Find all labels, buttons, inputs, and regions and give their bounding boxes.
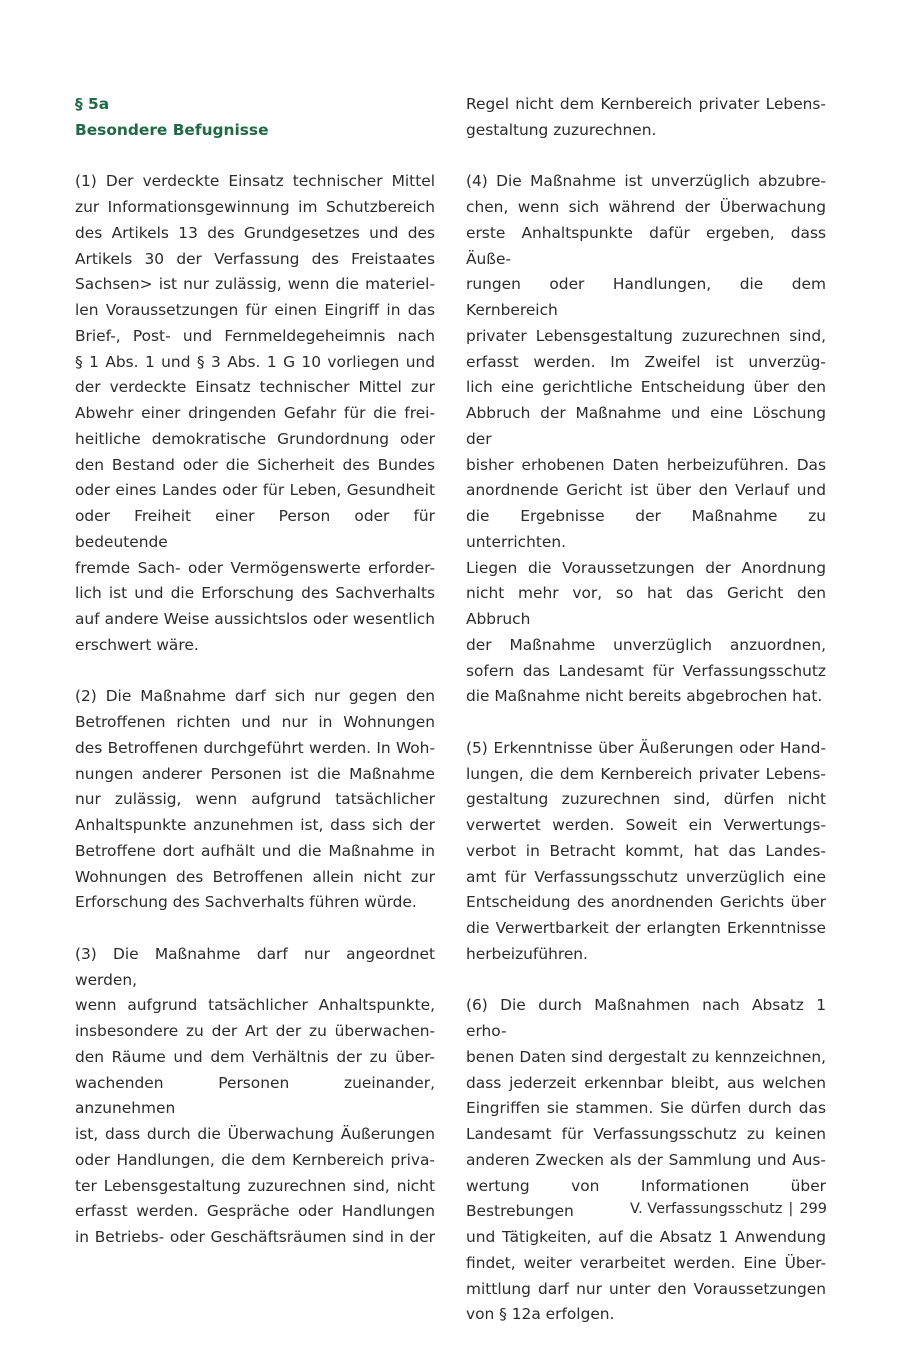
text-line: erschwert wäre. bbox=[75, 635, 199, 654]
text-line: Abwehr einer dringenden Gefahr für die frei- bbox=[75, 404, 435, 422]
text-line: erfasst werden. Gespräche oder Handlungen bbox=[75, 1202, 435, 1221]
text-line: Anhaltspunkte anzunehmen ist, dass sich der bbox=[75, 816, 435, 834]
text-line: die Verwertbarkeit der erlangten Erkenntnisse bbox=[466, 919, 826, 937]
text-line: (6) Die durch Maßnahmen nach Absatz 1 erho- bbox=[466, 996, 826, 1040]
paragraph-5 bbox=[466, 736, 826, 968]
text-line: den Räume und dem Verhältnis der zu über- bbox=[75, 1047, 435, 1066]
left-column bbox=[75, 92, 435, 1277]
text-line: Abbruch der Maßnahme und eine Löschung der bbox=[466, 404, 826, 448]
footer-chapter: V. Verfassungsschutz bbox=[630, 1201, 783, 1217]
text-line: bisher erhobenen Daten herbeizuführen. Das bbox=[466, 455, 826, 474]
text-line: gestaltung zuzurechnen. bbox=[466, 120, 657, 139]
text-line: verbot in Betracht kommt, hat das Landes- bbox=[466, 841, 826, 860]
text-line: oder eines Landes oder für Leben, Gesundheit bbox=[75, 481, 435, 500]
text-line: (5) Erkenntnisse über Äußerungen oder Hand- bbox=[466, 738, 826, 757]
text-line: (3) Die Maßnahme darf nur angeordnet werden, bbox=[75, 944, 435, 989]
text-line: wertung von Informationen über Bestrebungen bbox=[466, 1176, 826, 1221]
text-line: nicht mehr vor, so hat das Gericht den Abbruch bbox=[466, 584, 826, 628]
text-line: Eingriffen sie stammen. Sie dürfen durch das bbox=[466, 1099, 826, 1118]
text-line: fremde Sach- oder Vermögenswerte erforder- bbox=[75, 558, 435, 577]
page-number: 299 bbox=[799, 1201, 827, 1217]
paragraph-2 bbox=[75, 684, 435, 916]
text-line: wachenden Personen zueinander, anzunehmen bbox=[75, 1073, 435, 1118]
text-line: gestaltung zuzurechnen sind, dürfen nicht bbox=[466, 790, 826, 809]
text-line: (2) Die Maßnahme darf sich nur gegen den bbox=[75, 687, 435, 706]
text-line: chen, wenn sich während der Überwachung bbox=[466, 198, 826, 216]
text-line: lich eine gerichtliche Entscheidung über den bbox=[466, 378, 826, 397]
paragraph-3 bbox=[75, 942, 435, 1251]
text-line: Wohnungen des Betroffenen allein nicht zur bbox=[75, 867, 435, 886]
text-line: findet, weiter verarbeitet werden. Eine Über- bbox=[466, 1253, 826, 1272]
text-line: oder Handlungen, die dem Kernbereich priva- bbox=[75, 1150, 435, 1169]
page-footer bbox=[630, 1198, 827, 1220]
text-line: Brief-, Post- und Fernmeldegeheimnis nach bbox=[75, 326, 435, 345]
paragraph-1 bbox=[75, 169, 435, 658]
paragraph-3-continued bbox=[466, 92, 826, 144]
text-line: Landesamt für Verfassungsschutz zu keinen bbox=[466, 1125, 826, 1143]
text-line: und Tätigkeiten, auf die Absatz 1 Anwendung bbox=[466, 1228, 826, 1246]
right-column bbox=[466, 92, 826, 1354]
text-line: des Betroffenen durchgeführt werden. In Woh- bbox=[75, 738, 435, 757]
text-line: lich ist und die Erforschung des Sachverhalts bbox=[75, 584, 435, 603]
text-line: heitliche demokratische Grundordnung oder bbox=[75, 429, 435, 448]
text-line: benen Daten sind dergestalt zu kennzeichnen, bbox=[466, 1047, 826, 1066]
text-line: zur Informationsgewinnung im Schutzbereich bbox=[75, 198, 435, 216]
text-line: verwertet werden. Soweit ein Verwertungs- bbox=[466, 816, 826, 834]
text-line: erste Anhaltspunkte dafür ergeben, dass Äuße- bbox=[466, 223, 826, 268]
text-line: von § 12a erfolgen. bbox=[466, 1305, 615, 1324]
text-line: in Betriebs- oder Geschäftsräumen sind in der bbox=[75, 1228, 435, 1246]
text-line: privater Lebensgestaltung zuzurechnen sind, bbox=[466, 326, 826, 345]
text-line: ist, dass durch die Überwachung Äußerungen bbox=[75, 1125, 435, 1143]
text-line: nur zulässig, wenn aufgrund tatsächlicher bbox=[75, 790, 435, 809]
paragraph-4 bbox=[466, 169, 826, 710]
text-line: (4) Die Maßnahme ist unverzüglich abzubre- bbox=[466, 172, 826, 191]
text-line: des Artikels 13 des Grundgesetzes und des bbox=[75, 223, 435, 242]
text-line: Erforschung des Sachverhalts führen würde. bbox=[75, 893, 417, 912]
text-line: ter Lebensgestaltung zuzurechnen sind, nicht bbox=[75, 1176, 435, 1195]
text-line: rungen oder Handlungen, die dem Kernbereich bbox=[466, 275, 826, 319]
text-line: insbesondere zu der Art der zu überwachen- bbox=[75, 1022, 435, 1040]
text-line: amt für Verfassungsschutz unverzüglich eine bbox=[466, 867, 826, 886]
text-line: der Maßnahme unverzüglich anzuordnen, bbox=[466, 635, 826, 654]
text-line: len Voraussetzungen für einen Eingriff in das bbox=[75, 301, 435, 319]
text-line: den Bestand oder die Sicherheit des Bundes bbox=[75, 455, 435, 474]
text-line: Betroffenen richten und nur in Wohnungen bbox=[75, 713, 435, 731]
section-title: Besondere Befugnisse bbox=[75, 120, 269, 139]
footer-separator: | bbox=[788, 1201, 794, 1217]
text-line: Liegen die Voraussetzungen der Anordnung bbox=[466, 558, 826, 577]
text-line: dass jederzeit erkennbar bleibt, aus welchen bbox=[466, 1073, 826, 1092]
text-line: Entscheidung des anordnenden Gerichts über bbox=[466, 893, 826, 912]
text-line: Artikels 30 der Verfassung des Freistaates bbox=[75, 249, 435, 268]
text-line: Sachsen> ist nur zulässig, wenn die materiel- bbox=[75, 275, 435, 294]
paragraph-6 bbox=[466, 993, 826, 1328]
text-line: wenn aufgrund tatsächlicher Anhaltspunkte, bbox=[75, 996, 435, 1015]
text-line: anderen Zwecken als der Sammlung und Aus- bbox=[466, 1150, 826, 1169]
text-line: (1) Der verdeckte Einsatz technischer Mittel bbox=[75, 172, 435, 191]
text-line: erfasst werden. Im Zweifel ist unverzüg- bbox=[466, 352, 826, 371]
text-line: sofern das Landesamt für Verfassungsschutz bbox=[466, 661, 826, 680]
section-number: § 5a bbox=[75, 95, 110, 113]
text-line: Regel nicht dem Kernbereich privater Lebens- bbox=[466, 95, 826, 113]
text-line: die Ergebnisse der Maßnahme zu unterrichten. bbox=[466, 507, 826, 551]
text-line: Betroffene dort aufhält und die Maßnahme in bbox=[75, 841, 435, 860]
text-line: herbeizuführen. bbox=[466, 944, 588, 963]
text-line: mittlung darf nur unter den Voraussetzungen bbox=[466, 1279, 826, 1298]
text-line: nungen anderer Personen ist die Maßnahme bbox=[75, 764, 435, 783]
text-line: § 1 Abs. 1 und § 3 Abs. 1 G 10 vorliegen und bbox=[75, 352, 435, 371]
text-line: lungen, die dem Kernbereich privater Lebens- bbox=[466, 764, 826, 783]
text-line: auf andere Weise aussichtslos oder wesentlich bbox=[75, 610, 435, 628]
text-line: die Maßnahme nicht bereits abgebrochen hat. bbox=[466, 687, 823, 706]
text-line: der verdeckte Einsatz technischer Mittel zur bbox=[75, 378, 435, 397]
text-line: oder Freiheit einer Person oder für bedeutende bbox=[75, 507, 435, 551]
text-line: anordnende Gericht ist über den Verlauf und bbox=[466, 481, 826, 500]
